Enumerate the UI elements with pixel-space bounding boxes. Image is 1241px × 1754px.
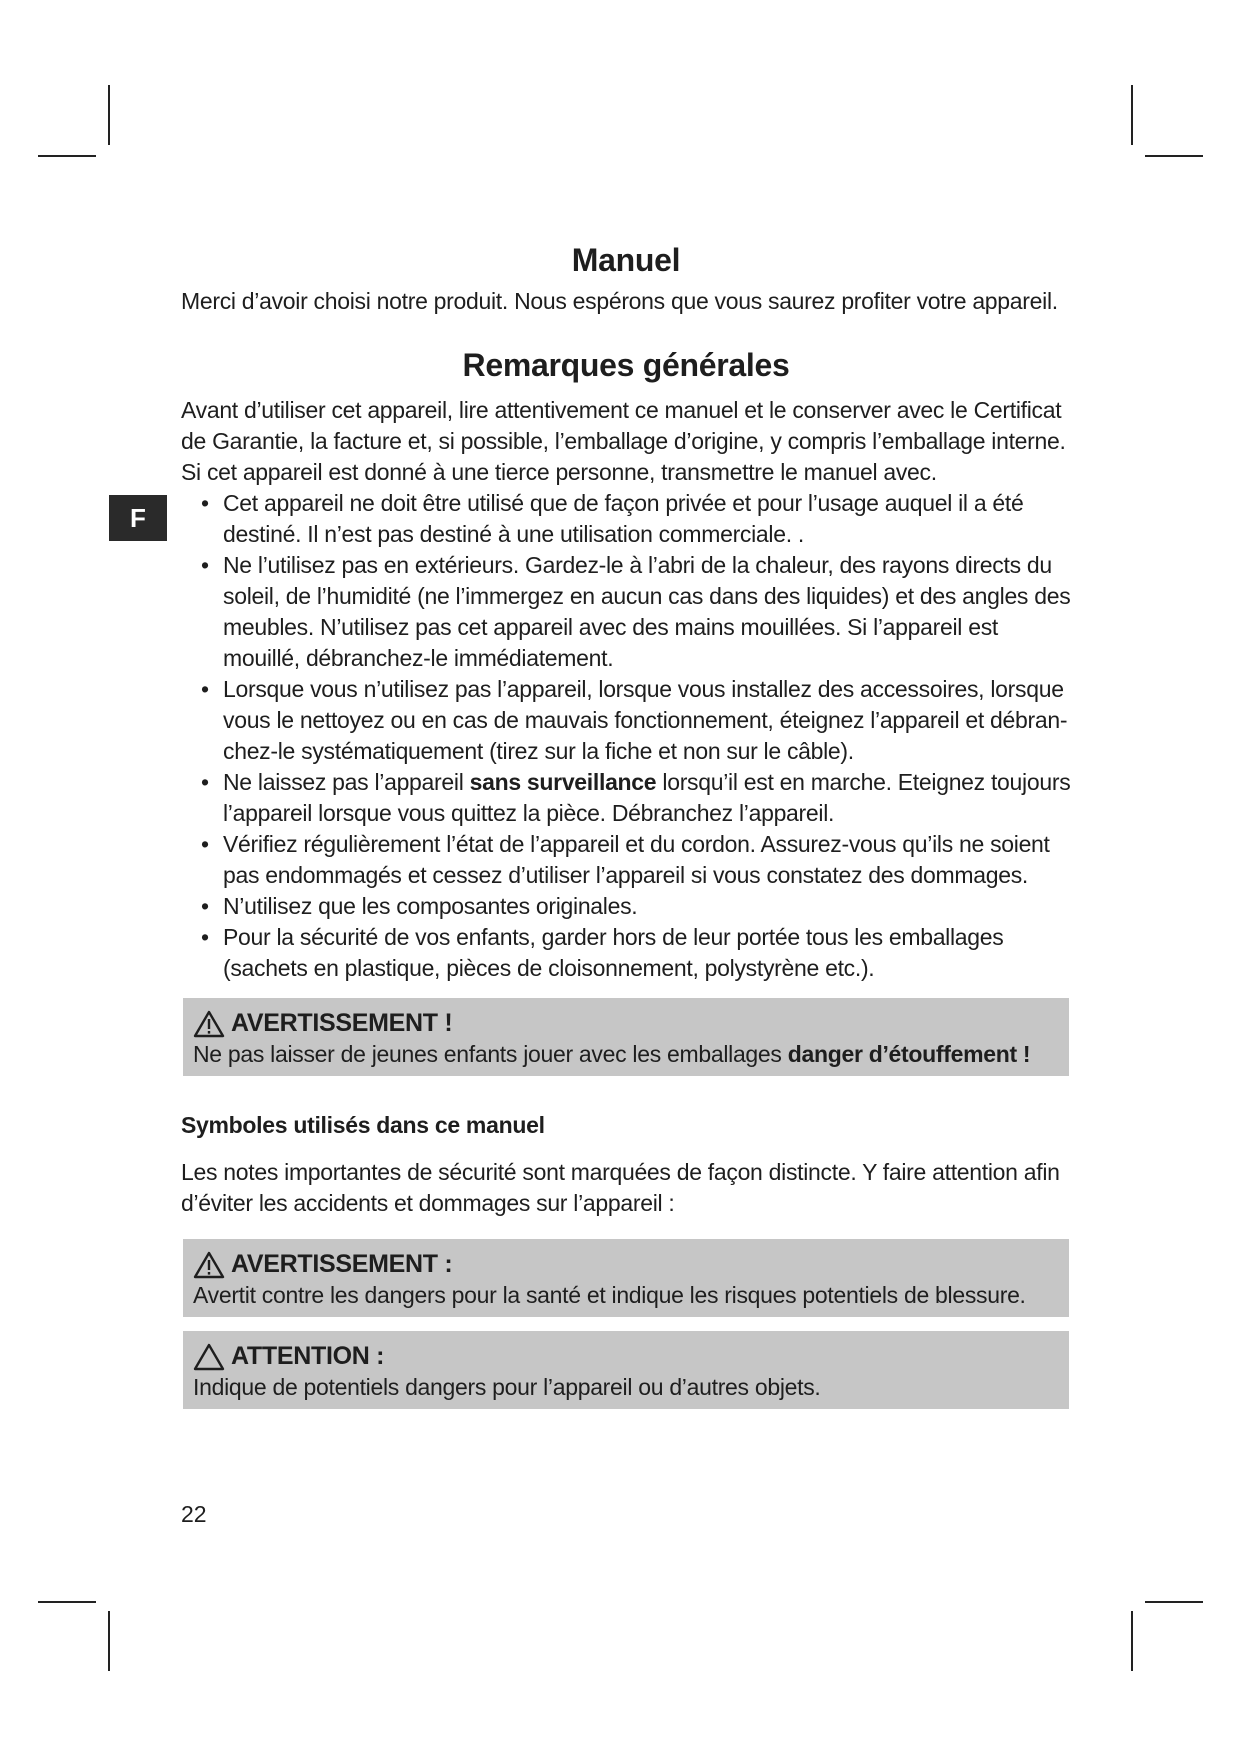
crop-mark-bottom-left-v — [108, 1611, 110, 1671]
list-item: • Ne laissez pas l’appareil sans surveillance lorsqu’il est en marche. Eteignez toujours l’appareil lorsque vous quittez la pièce. Débranchez l’appareil. — [201, 769, 1071, 826]
warning-triangle-icon — [193, 1251, 225, 1279]
crop-mark-bottom-right-h — [1145, 1601, 1203, 1603]
crop-mark-top-left-v — [108, 85, 110, 145]
crop-mark-bottom-left-h — [38, 1601, 96, 1603]
general-heading: Remarques générales — [462, 347, 790, 383]
warning-triangle-icon — [193, 1010, 225, 1038]
crop-mark-bottom-right-v — [1131, 1611, 1133, 1671]
list-item: • Vérifiez régulièrement l’état de l’appareil et du cordon. Assurez-vous qu’ils ne soient pas endommagés et cessez d’utiliser l’appareil si vous constatez des dommages. — [201, 831, 1050, 888]
warning-symbol-box — [183, 1239, 1069, 1317]
language-tab: F — [109, 495, 167, 541]
attention-symbol-text: Indique de potentiels dangers pour l’appareil ou d’autres objets. — [193, 1374, 821, 1400]
list-item: • Ne l’utilisez pas en extérieurs. Gardez-le à l’abri de la chaleur, des rayons directs du soleil, de l’humidité (ne l’immergez en aucun cas dans des liquides) et des angles des meubles. N’utilisez pas cet appareil avec des mains mouillées. Si l’appareil est mouillé, débranchez-le immédiatement. — [201, 552, 1071, 671]
page-title: Manuel — [571, 242, 681, 278]
crop-mark-top-right-h — [1145, 155, 1203, 157]
warning-text: Ne pas laisser de jeunes enfants jouer avec les emballages danger d’étouffement ! — [193, 1041, 1031, 1067]
safety-list — [181, 488, 1071, 984]
general-paragraph: Avant d’utiliser cet appareil, lire attentivement ce manuel et le conserver avec le Certificat de Garantie, la facture et, si possible, l’emballage d’origine, y compris l’emballage interne. Si cet appareil est donné à une tierce personne, transmettre le manuel avec. — [181, 397, 1066, 485]
list-item: • N’utilisez que les composantes originales. — [201, 893, 638, 919]
packaging-warning-box — [183, 998, 1069, 1076]
crop-mark-top-left-h — [38, 155, 96, 157]
symbols-heading: Symboles utilisés dans ce manuel — [181, 1112, 545, 1138]
warning-symbol-text: Avertit contre les dangers pour la santé et indique les risques potentiels de blessure. — [193, 1282, 1026, 1308]
warning-symbol-title: AVERTISSEMENT : — [231, 1250, 453, 1278]
attention-symbol-box — [183, 1331, 1069, 1409]
crop-mark-top-right-v — [1131, 85, 1133, 145]
symbols-paragraph: Les notes importantes de sécurité sont marquées de façon distincte. Y faire attention afin d’éviter les accidents et dommages sur l’appareil : — [181, 1159, 1060, 1216]
warning-title: AVERTISSEMENT ! — [231, 1009, 453, 1037]
page-content — [181, 240, 1071, 1409]
attention-triangle-icon — [193, 1343, 225, 1371]
list-item: • Pour la sécurité de vos enfants, garder hors de leur portée tous les emballages (sachets en plastique, pièces de cloisonnement, polystyrène etc.). — [201, 924, 1004, 981]
intro-text: Merci d’avoir choisi notre produit. Nous espérons que vous saurez profiter votre appareil. — [181, 288, 1058, 314]
attention-symbol-title: ATTENTION : — [231, 1342, 385, 1370]
list-item: • Lorsque vous n’utilisez pas l’appareil, lorsque vous installez des accessoires, lorsque vous le nettoyez ou en cas de mauvais fonctionnement, éteignez l’appareil et débranchez-le systématiquement (tirez sur la fiche et non sur le câble). — [201, 676, 1068, 764]
list-item: • Cet appareil ne doit être utilisé que de façon privée et pour l’usage auquel il a été destiné. Il n’est pas destiné à une utilisation commerciale. . — [201, 490, 1024, 547]
page-number: 22 — [181, 1501, 207, 1527]
